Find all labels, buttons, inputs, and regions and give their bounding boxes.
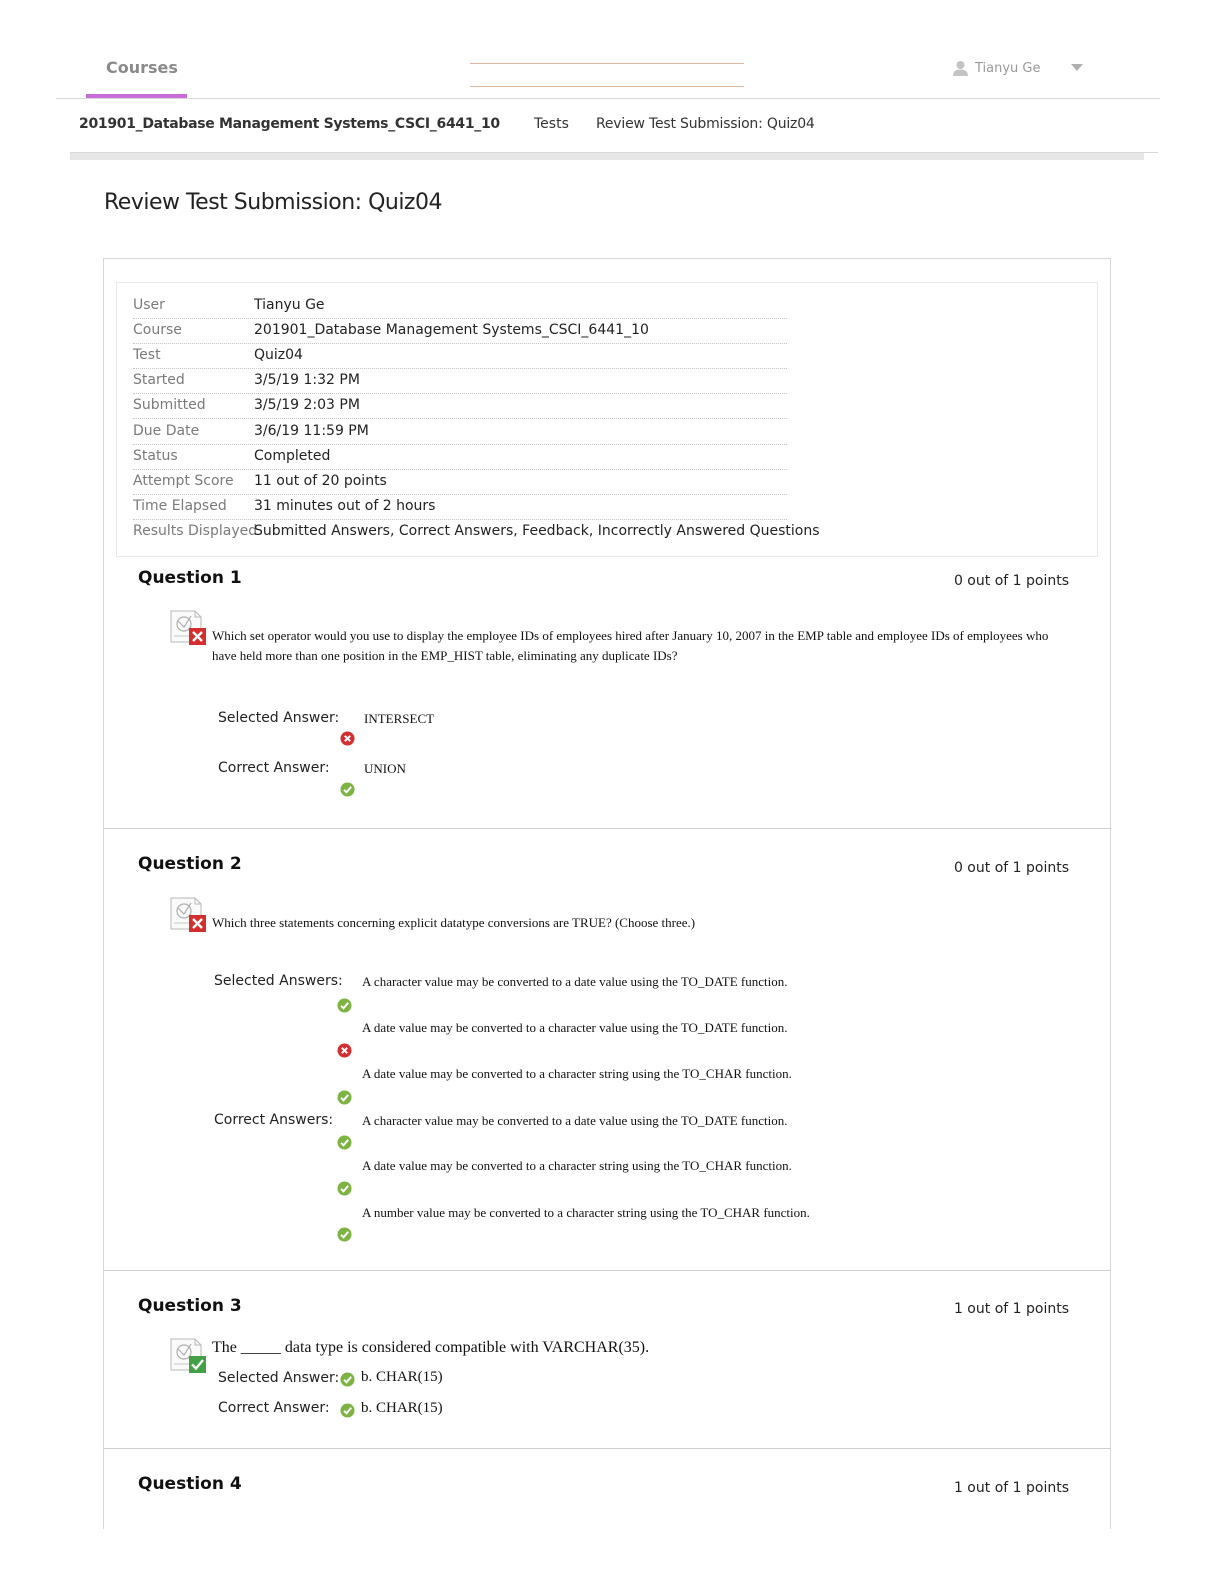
breadcrumb-tests[interactable]: Tests [534,116,569,132]
courses-tab[interactable]: Courses [106,58,178,77]
question-divider [103,1448,1111,1449]
question-text: Which set operator would you use to display the employee IDs of employees hired after January 10, 2007 in the EMP table and employee IDs of employees who have held more than one position in the EMP_HIST table, eliminating any duplicate IDs? [212,628,1049,663]
chevron-down-icon[interactable] [1071,64,1083,71]
correct-answer: UNION [364,761,406,776]
correct-answer: b. CHAR(15) [361,1400,443,1416]
incorrect-question-icon [169,897,207,935]
info-value: 31 minutes out of 2 hours [254,498,436,514]
question-title: Question 2 [138,854,242,874]
info-row-results-displayed [133,519,820,544]
info-row-due-date [133,419,787,445]
correct-icon [337,1227,352,1242]
question-title: Question 3 [138,1296,242,1316]
user-name: Tianyu Ge [975,61,1041,76]
correct-icon [340,1372,355,1387]
question-text: The _____ data type is considered compatible with VARCHAR(35). [212,1339,650,1356]
correct-icon [340,1403,355,1418]
info-value: 201901_Database Management Systems_CSCI_6441_10 [254,322,649,338]
selected-answer: A date value may be converted to a character value using the TO_DATE function. [362,1020,788,1035]
info-value: 3/5/19 1:32 PM [254,372,360,388]
question-title: Question 4 [138,1474,242,1494]
info-label: Due Date [133,423,200,439]
breadcrumb-course[interactable]: 201901_Database Management Systems_CSCI_6441_10 [79,116,500,132]
selected-answer: INTERSECT [364,711,435,726]
user-icon [952,60,969,77]
question-divider [103,828,1111,829]
selected-answer-label: Selected Answer: [218,1370,340,1386]
info-value: Quiz04 [254,347,303,363]
question-score: 0 out of 1 points [953,573,1069,589]
correct-answers-label: Correct Answers: [214,1112,334,1128]
incorrect-icon [337,1043,352,1058]
header-divider [470,86,744,87]
incorrect-icon [340,731,355,746]
correct-icon [337,998,352,1013]
info-value: 3/5/19 2:03 PM [254,397,360,413]
info-label: Results Displayed [133,523,258,539]
correct-answer: A character value may be converted to a date value using the TO_DATE function. [362,1113,788,1128]
correct-answer: A date value may be converted to a character string using the TO_CHAR function. [362,1158,792,1173]
breadcrumb-current: Review Test Submission: Quiz04 [596,116,815,132]
incorrect-question-icon [169,610,207,648]
info-row-test [133,343,787,369]
header-divider [470,63,744,64]
question-score: 1 out of 1 points [953,1480,1069,1496]
nav-divider [56,98,1160,99]
info-value: 3/6/19 11:59 PM [254,423,369,439]
info-value: Submitted Answers, Correct Answers, Feedback, Incorrectly Answered Questions [254,523,820,539]
correct-answer-label: Correct Answer: [218,1400,330,1416]
correct-answer-label: Correct Answer: [218,760,330,776]
info-row-started [133,368,787,394]
info-value: Completed [254,448,331,464]
info-row-time-elapsed [133,494,787,520]
info-row-submitted [133,393,787,419]
question-text: Which three statements concerning explicit datatype conversions are TRUE? (Choose three.) [212,915,696,930]
info-row-course [133,318,787,344]
info-value: 11 out of 20 points [254,473,387,489]
correct-icon [337,1135,352,1150]
selected-answer: A date value may be converted to a character string using the TO_CHAR function. [362,1066,792,1081]
info-value: Tianyu Ge [254,297,325,313]
correct-answer: A number value may be converted to a character string using the TO_CHAR function. [362,1205,810,1220]
question-score: 1 out of 1 points [953,1301,1069,1317]
page-title: Review Test Submission: Quiz04 [104,190,442,215]
question-divider [103,1270,1111,1271]
correct-icon [337,1181,352,1196]
info-label: Test [133,347,161,363]
user-menu[interactable] [952,60,1041,77]
selected-answers-label: Selected Answers: [214,973,343,989]
question-title: Question 1 [138,568,242,588]
correct-icon [337,1090,352,1105]
question-score: 0 out of 1 points [953,860,1069,876]
breadcrumb-shadow [70,153,1144,160]
info-row-attempt-score [133,469,787,495]
info-label: Attempt Score [133,473,234,489]
info-label: Course [133,322,182,338]
info-label: Time Elapsed [133,498,227,514]
selected-answer: A character value may be converted to a date value using the TO_DATE function. [362,974,788,989]
info-row-status [133,444,787,470]
correct-question-icon [169,1338,207,1376]
info-label: Started [133,372,185,388]
info-row-user [133,293,787,319]
info-label: User [133,297,165,313]
selected-answer-label: Selected Answer: [218,710,340,726]
info-label: Submitted [133,397,206,413]
info-label: Status [133,448,178,464]
selected-answer: b. CHAR(15) [361,1369,443,1385]
correct-icon [340,782,355,797]
